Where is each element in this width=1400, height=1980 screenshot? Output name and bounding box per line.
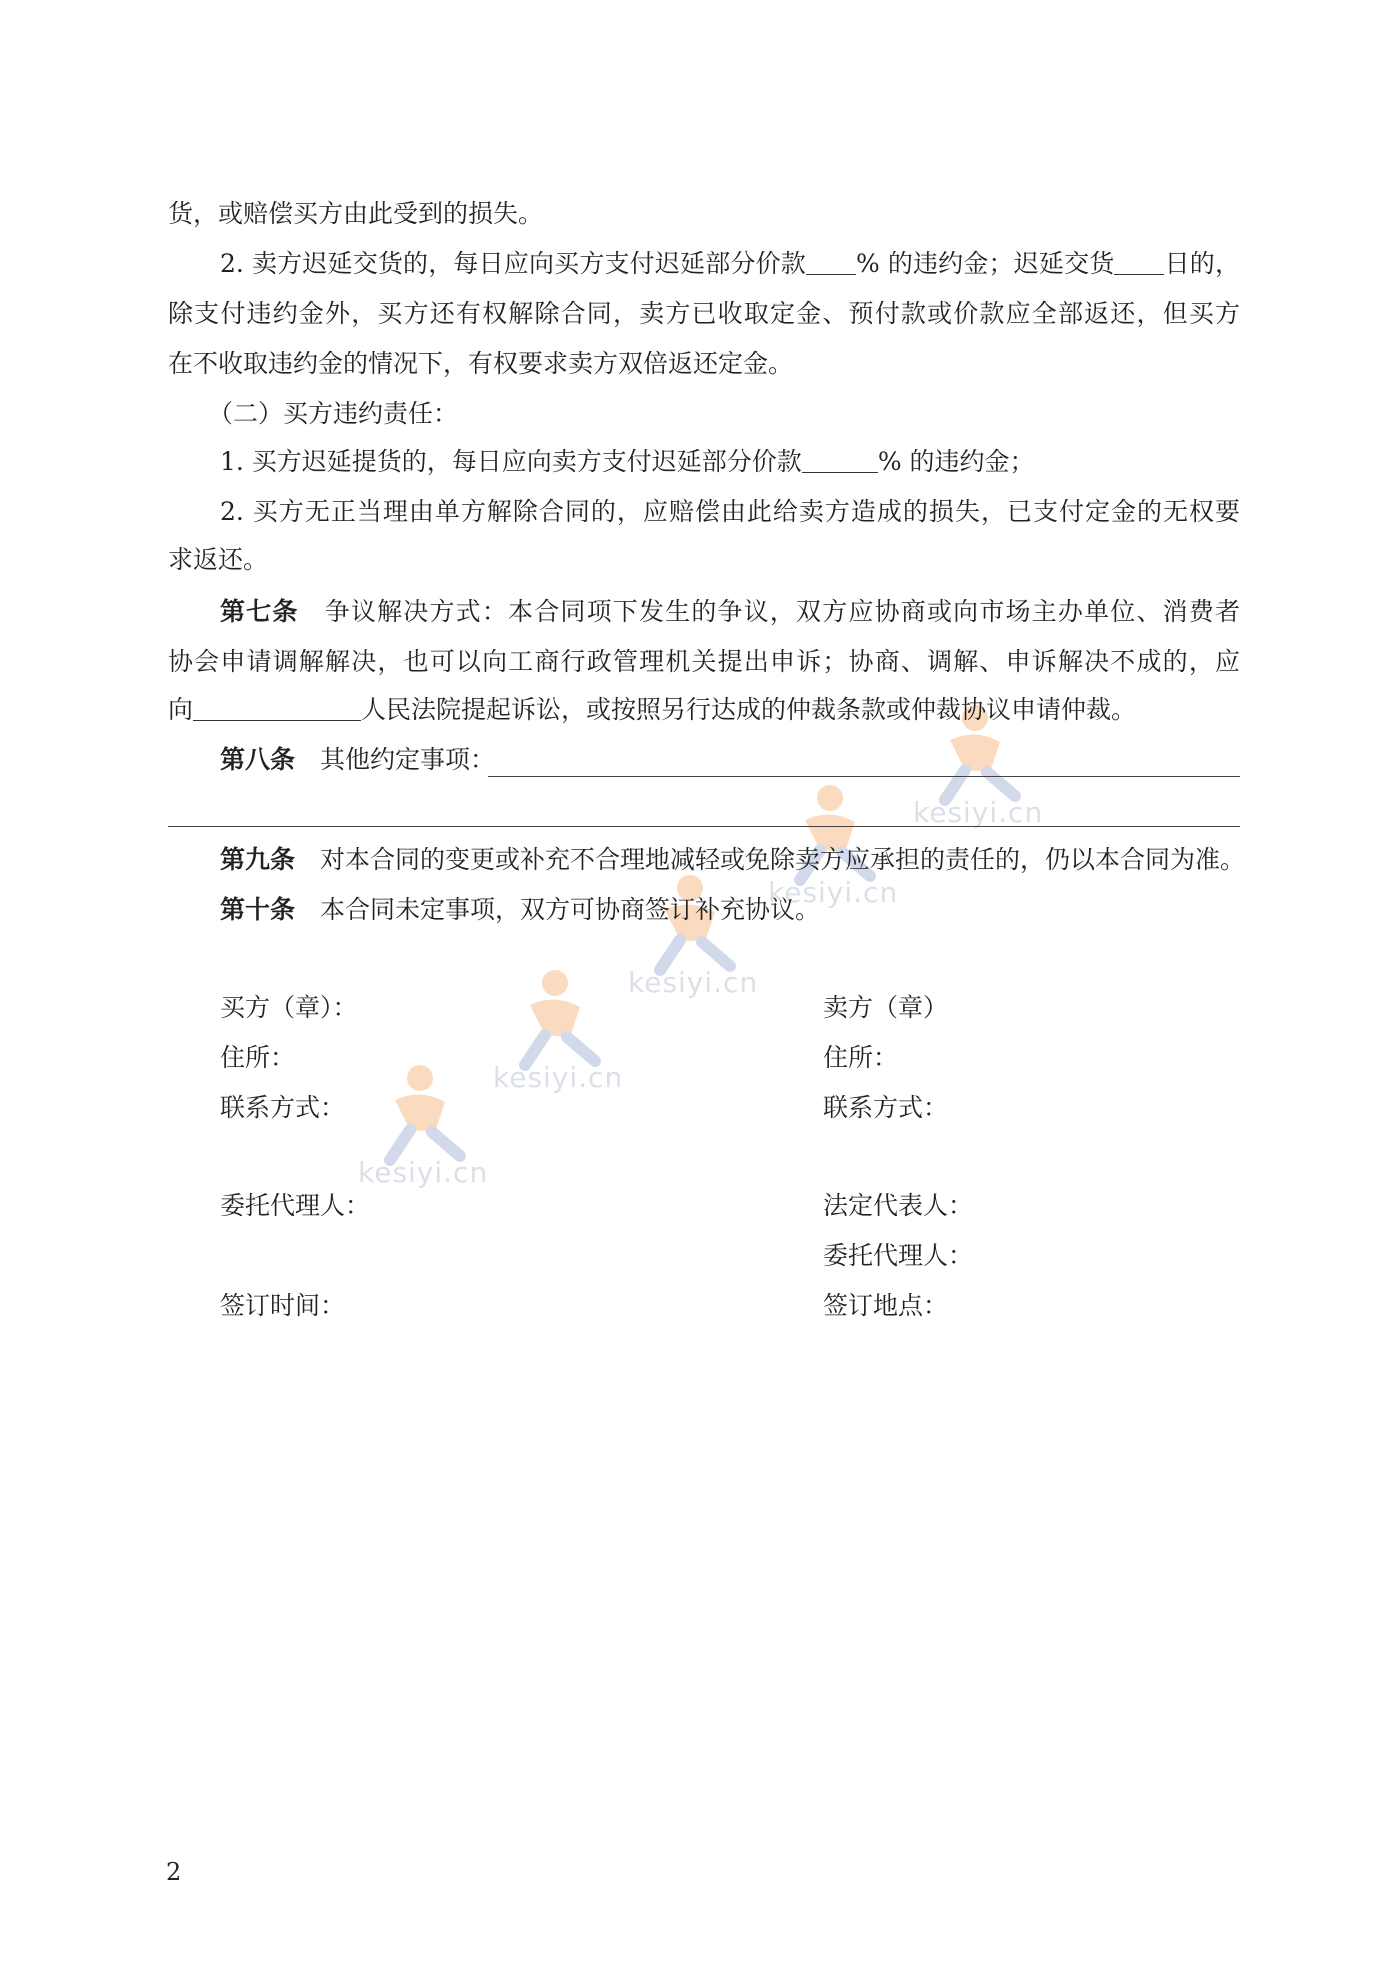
paragraph-line: 在不收取违约金的情况下，有权要求卖方双倍返还定金。 <box>168 349 794 378</box>
paragraph-line: 2. 买方无正当理由单方解除合同的，应赔偿由此给卖方造成的损失，已支付定金的无权要 <box>220 497 1240 526</box>
seller-agent-label: 委托代理人： <box>823 1241 974 1270</box>
section-heading: （二）买方违约责任： <box>208 399 459 428</box>
buyer-address-label: 住所： <box>220 1043 296 1072</box>
court-name-blank[interactable] <box>193 696 361 721</box>
text-run: 人民法院提起诉讼，或按照另行达成的仲裁条款或仲裁协议申请仲裁。 <box>361 695 1137 724</box>
other-terms-fill-line[interactable] <box>168 826 1240 827</box>
fill-blank[interactable] <box>802 448 878 473</box>
article-label: 第十条 <box>220 895 296 924</box>
article-8 <box>220 742 1240 778</box>
paragraph-line: 求返还。 <box>168 545 269 574</box>
text-run: 争议解决方式：本合同项下发生的争议，双方应协商或向市场主办单位、消费者 <box>323 597 1240 626</box>
article-label: 第九条 <box>220 845 296 874</box>
paragraph-line: 协会申请调解解决，也可以向工商行政管理机关提出申诉；协商、调解、申诉解决不成的，应 <box>168 647 1240 676</box>
runner-logo-icon <box>350 1060 490 1170</box>
buyer-contact-label: 联系方式： <box>220 1093 346 1122</box>
paragraph-line: 货，或赔偿买方由此受到的损失。 <box>168 199 544 228</box>
page-number: 2 <box>166 1858 182 1886</box>
fill-blank[interactable] <box>1114 250 1164 275</box>
seller-seal-label: 卖方（章） <box>823 993 949 1022</box>
buyer-date-label: 签订时间： <box>220 1291 346 1320</box>
other-terms-fill-line[interactable] <box>488 776 1240 777</box>
paragraph-line: 除支付违约金外，买方还有权解除合同，卖方已收取定金、预付款或价款应全部返还，但买方 <box>168 299 1240 328</box>
watermark: kesiyi.cn <box>760 780 960 930</box>
text-run: 1. 买方迟延提货的，每日应向卖方支付迟延部分价款 <box>220 447 802 476</box>
article-10 <box>220 892 1240 928</box>
watermark: kesiyi.cn <box>485 965 685 1115</box>
watermark: kesiyi.cn <box>620 870 820 1020</box>
paragraph-line <box>168 692 1240 728</box>
article-7 <box>220 594 1240 630</box>
seller-legal-rep-label: 法定代表人： <box>823 1191 974 1220</box>
text-run: 向 <box>168 695 194 724</box>
text-run: 对本合同的变更或补充不合理地减轻或免除卖方应承担的责任的，仍以本合同为准。 <box>320 845 1246 874</box>
buyer-agent-label: 委托代理人： <box>220 1191 371 1220</box>
seller-contact-label: 联系方式： <box>823 1093 949 1122</box>
seller-address-label: 住所： <box>823 1043 899 1072</box>
text-run: % 的违约金；迟延交货 <box>855 249 1115 278</box>
watermark: kesiyi.cn <box>350 1060 550 1210</box>
seller-place-label: 签订地点： <box>823 1291 949 1320</box>
fill-blank[interactable] <box>806 250 856 275</box>
text-run: % 的违约金； <box>877 447 1035 476</box>
text-run: 日的， <box>1164 249 1240 278</box>
article-label: 第八条 <box>220 745 296 774</box>
article-9 <box>220 842 1246 878</box>
runner-logo-icon <box>485 965 625 1075</box>
paragraph-line <box>220 444 1240 480</box>
watermark: kesiyi.cn <box>905 700 1105 850</box>
paragraph-line <box>220 246 1240 282</box>
text-run: 2. 卖方迟延交货的，每日应向买方支付迟延部分价款 <box>220 249 806 278</box>
article-label: 第七条 <box>220 597 299 626</box>
buyer-seal-label: 买方（章）： <box>220 993 358 1022</box>
text-run: 其他约定事项： <box>320 745 496 774</box>
text-run: 本合同未定事项，双方可协商签订补充协议。 <box>320 895 821 924</box>
